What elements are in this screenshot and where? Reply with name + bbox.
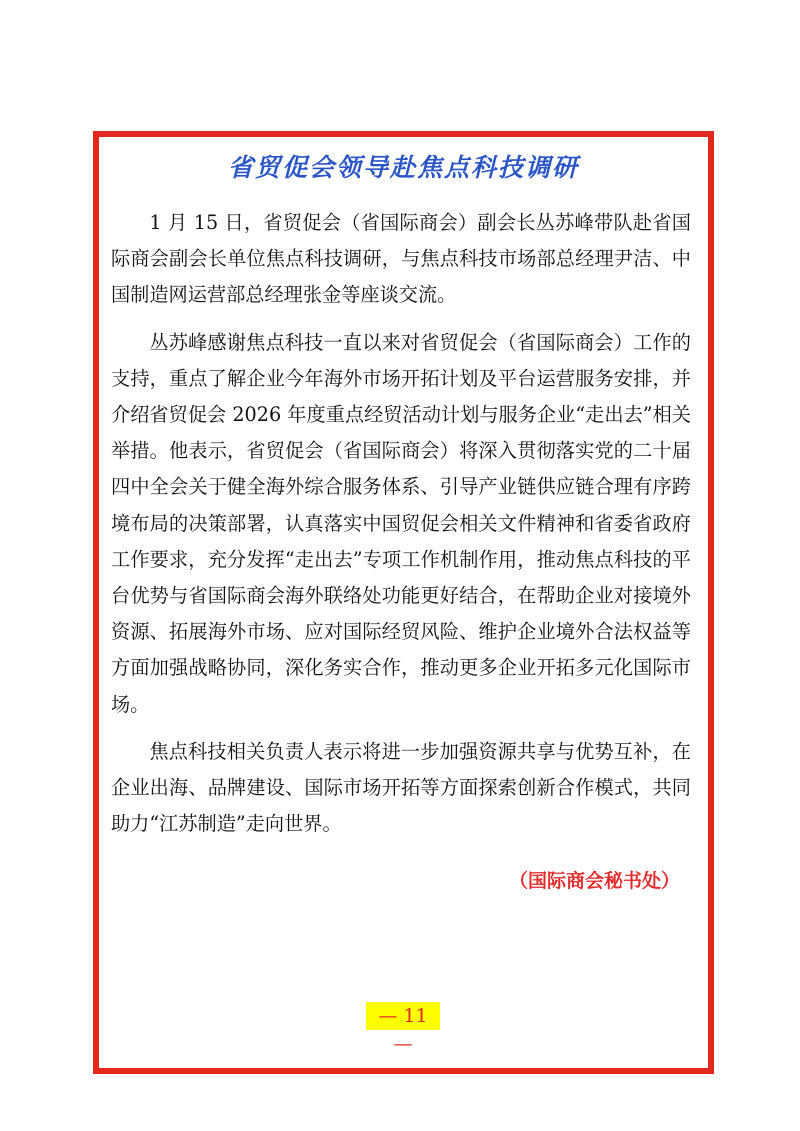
paragraph-1: 1 月 15 日，省贸促会（省国际商会）副会长丛苏峰带队赴省国际商会副会长单位焦点科技调研，与焦点科技市场部总经理尹洁、中国制造网运营部总经理张金等座谈交流。 [111, 211, 691, 307]
article-source: （国际商会秘书处） [508, 870, 680, 892]
paragraph-3: 焦点科技相关负责人表示将进一步加强资源共享与优势互补，在企业出海、品牌建设、国际市场开拓等方面探索创新合作模式，共同助力“江苏制造”走向世界。 [111, 739, 691, 836]
page-number: — 11 — [366, 1002, 440, 1030]
paragraph-2: 丛苏峰感谢焦点科技一直以来对省贸促会（省国际商会）工作的支持，重点了解企业今年海外市场开拓计划及平台运营服务安排，并介绍省贸促会 2026 年度重点经贸活动计划与服务企业“走出去”相关举措。他表示，省贸促会（省国际商会）将深入贯彻落实党的二十届四中全会关于健全海外综合服务体系、引导产业链供应链合理有序跨境布局的决策部署，认真落实中国贸促会相关文件精神和省委省政府工作要求，充分发挥“走出去”专项工作机制作用，推动焦点科技的平台优势与省国际商会海外联络处功能更好结合，在帮助企业对接境外资源、拓展海外市场、应对国际经贸风险、维护企业境外合法权益等方面加强战略协同，深化务实合作，推动更多企业开拓多元化国际市场。 [111, 330, 691, 716]
article-body [111, 205, 691, 853]
article-title: 省贸促会领导赴焦点科技调研 [227, 153, 579, 182]
